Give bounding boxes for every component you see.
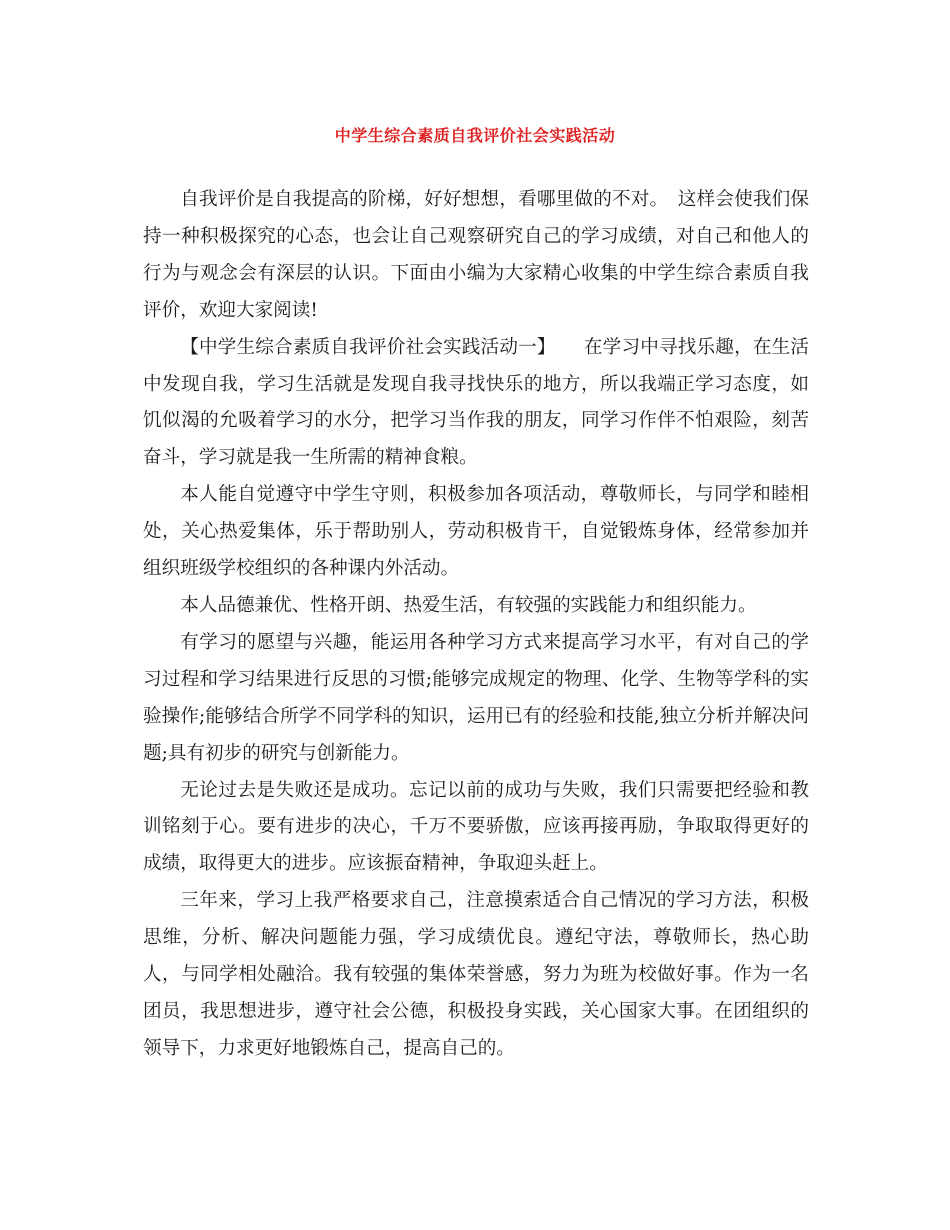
paragraph-intro: 自我评价是自我提高的阶梯，好好想想，看哪里做的不对。 这样会使我们保持一种积极探究的心态，也会让自己观察研究自己的学习成绩，对自己和他人的行为与观念会有深层的认识。下面由小编为大家精心收集的中学生综合素质自我评价，欢迎大家阅读!: [143, 189, 809, 321]
paragraph-section-one: 【中学生综合素质自我评价社会实践活动一】 在学习中寻找乐趣，在生活中发现自我，学习生活就是发现自我寻找快乐的地方，所以我端正学习态度，如饥似渴的允吸着学习的水分，把学习当作我的朋友，同学习作伴不怕艰险，刻苦奋斗，学习就是我一生所需的精神食粮。: [143, 336, 809, 469]
paragraph-reflection: 无论过去是失败还是成功。忘记以前的成功与失败，我们只需要把经验和教训铭刻于心。要有进步的决心，千万不要骄傲，应该再接再励，争取取得更好的成绩，取得更大的进步。应该振奋精神，争取迎头赶上。: [143, 779, 809, 875]
document-title: 中学生综合素质自我评价社会实践活动: [334, 126, 616, 145]
paragraph-character: 本人品德兼优、性格开朗、热爱生活，有较强的实践能力和组织能力。: [180, 594, 757, 616]
paragraph-learning: 有学习的愿望与兴趣，能运用各种学习方式来提高学习水平，有对自己的学习过程和学习结果进行反思的习惯;能够完成规定的物理、化学、生物等学科的实验操作;能够结合所学不同学科的知识，运用已有的经验和技能,独立分析并解决问题;具有初步的研究与创新能力。: [143, 631, 809, 764]
document-body: [143, 182, 809, 1068]
paragraph-summary: 三年来，学习上我严格要求自己，注意摸索适合自己情况的学习方法，积极思维，分析、解决问题能力强，学习成绩优良。遵纪守法，尊敬师长，热心助人，与同学相处融洽。我有较强的集体荣誉感，努力为班为校做好事。作为一名团员，我思想进步，遵守社会公德，积极投身实践，关心国家大事。在团组织的领导下，力求更好地锻炼自己，提高自己的。: [143, 890, 809, 1059]
paragraph-conduct: 本人能自觉遵守中学生守则，积极参加各项活动，尊敬师长，与同学和睦相处，关心热爱集体，乐于帮助别人，劳动积极肯干，自觉锻炼身体，经常参加并组织班级学校组织的各种课内外活动。: [143, 484, 809, 580]
